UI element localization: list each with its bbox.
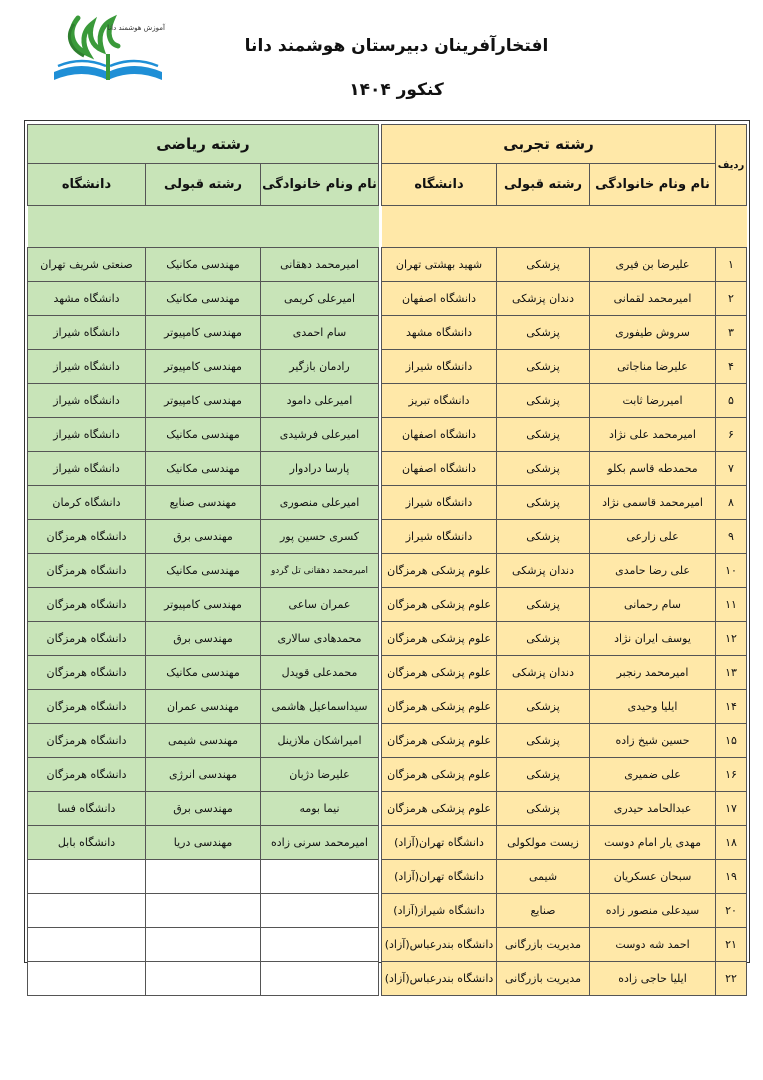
university: دانشگاه شیراز(آزاد) <box>382 894 497 928</box>
row-number: ۲۱ <box>716 928 747 962</box>
student-name: علیرضا مناجاتی <box>590 350 716 384</box>
student-name: امیرعلی دامود <box>261 384 379 418</box>
accepted-major: مهندسی دریا <box>146 826 261 860</box>
student-name: علیرضا بن فیری <box>590 248 716 282</box>
accepted-major: پزشکی <box>497 248 590 282</box>
table-row <box>28 588 379 622</box>
table-row <box>28 486 379 520</box>
student-name: محمدعلی قویدل <box>261 656 379 690</box>
row-number: ۱ <box>716 248 747 282</box>
table-row <box>382 384 747 418</box>
university: دانشگاه شیراز <box>28 316 146 350</box>
table-row <box>382 894 747 928</box>
university: دانشگاه هرمزگان <box>28 758 146 792</box>
empty-cell <box>28 894 146 928</box>
row-number: ۱۰ <box>716 554 747 588</box>
row-number: ۲ <box>716 282 747 316</box>
table-row <box>28 690 379 724</box>
empty-cell <box>261 928 379 962</box>
student-name: امیرمحمد سرنی زاده <box>261 826 379 860</box>
row-number: ۳ <box>716 316 747 350</box>
empty-cell <box>28 928 146 962</box>
university: دانشگاه اصفهان <box>382 452 497 486</box>
university: علوم پزشکی هرمزگان <box>382 758 497 792</box>
student-name: سام رحمانی <box>590 588 716 622</box>
accepted-major: پزشکی <box>497 758 590 792</box>
row-number: ۸ <box>716 486 747 520</box>
row-number: ۱۳ <box>716 656 747 690</box>
student-name: امیرعلی کریمی <box>261 282 379 316</box>
accepted-major: پزشکی <box>497 588 590 622</box>
table-row <box>28 520 379 554</box>
student-name: سام احمدی <box>261 316 379 350</box>
table-row <box>28 894 379 928</box>
accepted-major: دندان پزشکی <box>497 656 590 690</box>
row-number-header: ردیف <box>716 125 747 206</box>
student-name: امیرمحمد دهقانی <box>261 248 379 282</box>
student-name: سیدعلی منصور زاده <box>590 894 716 928</box>
row-number: ۱۹ <box>716 860 747 894</box>
table-row <box>28 418 379 452</box>
empty-cell <box>261 894 379 928</box>
col-header-name: نام ونام خانوادگی <box>590 164 716 206</box>
empty-cell <box>146 928 261 962</box>
math-table <box>27 124 379 996</box>
university: علوم پزشکی هرمزگان <box>382 656 497 690</box>
accepted-major: مهندسی شیمی <box>146 724 261 758</box>
empty-cell <box>28 860 146 894</box>
table-row <box>28 758 379 792</box>
row-number: ۹ <box>716 520 747 554</box>
university: دانشگاه شیراز <box>28 418 146 452</box>
col-header-major: رشته قبولی <box>497 164 590 206</box>
student-name: امیرمحمد قاسمی نژاد <box>590 486 716 520</box>
accepted-major: مدیریت بازرگانی <box>497 928 590 962</box>
table-row <box>28 656 379 690</box>
student-name: امیراشکان ملازینل <box>261 724 379 758</box>
university: علوم پزشکی هرمزگان <box>382 588 497 622</box>
table-row <box>382 486 747 520</box>
table-row <box>382 520 747 554</box>
student-name: علی رضا حامدی <box>590 554 716 588</box>
student-name: مهدی یار امام دوست <box>590 826 716 860</box>
student-name: امیررضا ثابت <box>590 384 716 418</box>
col-header-university: دانشگاه <box>382 164 497 206</box>
accepted-major: دندان پزشکی <box>497 282 590 316</box>
university: دانشگاه مشهد <box>28 282 146 316</box>
accepted-major: مدیریت بازرگانی <box>497 962 590 996</box>
table-row <box>382 860 747 894</box>
table-row <box>28 282 379 316</box>
student-name: امیرمحمد دهقانی تل گردو <box>261 554 379 588</box>
table-row <box>382 656 747 690</box>
student-name: کسری حسین پور <box>261 520 379 554</box>
row-number: ۶ <box>716 418 747 452</box>
accepted-major: مهندسی کامپیوتر <box>146 588 261 622</box>
student-name: عمران ساعی <box>261 588 379 622</box>
accepted-major: پزشکی <box>497 622 590 656</box>
table-row <box>28 860 379 894</box>
table-row <box>28 316 379 350</box>
table-row <box>28 384 379 418</box>
table-row <box>28 792 379 826</box>
university: دانشگاه هرمزگان <box>28 554 146 588</box>
student-name: عبدالحامد حیدری <box>590 792 716 826</box>
accepted-major: پزشکی <box>497 316 590 350</box>
col-header-major: رشته قبولی <box>146 164 261 206</box>
row-number: ۱۶ <box>716 758 747 792</box>
row-number: ۵ <box>716 384 747 418</box>
row-number: ۱۲ <box>716 622 747 656</box>
university: دانشگاه فسا <box>28 792 146 826</box>
student-name: رادمان بازگیر <box>261 350 379 384</box>
empty-cell <box>146 962 261 996</box>
experimental-section-title: رشته تجربی <box>382 125 716 164</box>
student-name: سیداسماعیل هاشمی <box>261 690 379 724</box>
table-row <box>28 350 379 384</box>
student-name: محمدهادی سالاری <box>261 622 379 656</box>
university: دانشگاه تهران(آزاد) <box>382 826 497 860</box>
table-row <box>382 724 747 758</box>
table-row <box>28 452 379 486</box>
university: دانشگاه هرمزگان <box>28 724 146 758</box>
accepted-major: پزشکی <box>497 452 590 486</box>
table-row <box>382 282 747 316</box>
table-row <box>28 928 379 962</box>
table-row <box>28 962 379 996</box>
student-name: سروش طیفوری <box>590 316 716 350</box>
empty-cell <box>261 860 379 894</box>
table-row <box>28 724 379 758</box>
accepted-major: پزشکی <box>497 350 590 384</box>
university: دانشگاه شیراز <box>28 350 146 384</box>
university: دانشگاه شیراز <box>382 486 497 520</box>
table-row <box>382 792 747 826</box>
university: دانشگاه هرمزگان <box>28 520 146 554</box>
student-name: محمدطه قاسم بکلو <box>590 452 716 486</box>
row-number: ۱۸ <box>716 826 747 860</box>
university: دانشگاه اصفهان <box>382 282 497 316</box>
accepted-major: مهندسی مکانیک <box>146 418 261 452</box>
accepted-major: پزشکی <box>497 418 590 452</box>
university: دانشگاه شیراز <box>382 520 497 554</box>
accepted-major: مهندسی صنایع <box>146 486 261 520</box>
student-name: امیرمحمد رنجبر <box>590 656 716 690</box>
university: دانشگاه تهران(آزاد) <box>382 860 497 894</box>
student-name: ایلیا وحیدی <box>590 690 716 724</box>
table-row <box>382 418 747 452</box>
logo-text: آموزش هوشمند دانا <box>107 24 165 32</box>
accepted-major: شیمی <box>497 860 590 894</box>
row-number: ۱۱ <box>716 588 747 622</box>
university: دانشگاه بندرعباس(آزاد) <box>382 928 497 962</box>
university: علوم پزشکی هرمزگان <box>382 554 497 588</box>
accepted-major: پزشکی <box>497 384 590 418</box>
table-row <box>382 248 747 282</box>
table-row <box>28 622 379 656</box>
table-row <box>382 928 747 962</box>
university: دانشگاه مشهد <box>382 316 497 350</box>
row-number: ۱۴ <box>716 690 747 724</box>
empty-cell <box>28 962 146 996</box>
university: شهید بهشتی تهران <box>382 248 497 282</box>
student-name: نیما بومه <box>261 792 379 826</box>
accepted-major: دندان پزشکی <box>497 554 590 588</box>
student-name: امیرعلی فرشیدی <box>261 418 379 452</box>
table-row <box>382 826 747 860</box>
university: دانشگاه بندرعباس(آزاد) <box>382 962 497 996</box>
university: دانشگاه هرمزگان <box>28 656 146 690</box>
table-row <box>382 690 747 724</box>
student-name: احمد شه دوست <box>590 928 716 962</box>
university: علوم پزشکی هرمزگان <box>382 724 497 758</box>
university: دانشگاه شیراز <box>28 384 146 418</box>
table-row <box>382 554 747 588</box>
university: علوم پزشکی هرمزگان <box>382 622 497 656</box>
university: علوم پزشکی هرمزگان <box>382 690 497 724</box>
accepted-major: مهندسی انرژی <box>146 758 261 792</box>
student-name: سبحان عسکریان <box>590 860 716 894</box>
table-row <box>382 588 747 622</box>
university: دانشگاه هرمزگان <box>28 588 146 622</box>
page-subtitle: کنکور ۱۴۰۴ <box>349 80 444 100</box>
accepted-major: مهندسی کامپیوتر <box>146 384 261 418</box>
empty-cell <box>146 860 261 894</box>
accepted-major: مهندسی مکانیک <box>146 248 261 282</box>
row-number: ۱۵ <box>716 724 747 758</box>
table-row <box>382 350 747 384</box>
student-name: ایلیا حاجی زاده <box>590 962 716 996</box>
accepted-major: مهندسی کامپیوتر <box>146 316 261 350</box>
accepted-major: پزشکی <box>497 486 590 520</box>
student-name: امیرمحمد علی نژاد <box>590 418 716 452</box>
university: علوم پزشکی هرمزگان <box>382 792 497 826</box>
accepted-major: مهندسی عمران <box>146 690 261 724</box>
student-name: علی ضمیری <box>590 758 716 792</box>
student-name: یوسف ایران نژاد <box>590 622 716 656</box>
accepted-major: مهندسی برق <box>146 792 261 826</box>
student-name: پارسا درادوار <box>261 452 379 486</box>
col-header-university: دانشگاه <box>28 164 146 206</box>
accepted-major: مهندسی مکانیک <box>146 282 261 316</box>
table-row <box>28 826 379 860</box>
page-title: افتخارآفرینان دبیرستان هوشمند دانا <box>244 36 549 56</box>
row-number: ۲۰ <box>716 894 747 928</box>
university: دانشگاه اصفهان <box>382 418 497 452</box>
math-section-title: رشته ریاضی <box>28 125 379 164</box>
accepted-major: صنایع <box>497 894 590 928</box>
row-number: ۱۷ <box>716 792 747 826</box>
accepted-major: پزشکی <box>497 690 590 724</box>
student-name: امیرعلی منصوری <box>261 486 379 520</box>
row-number: ۷ <box>716 452 747 486</box>
experimental-table <box>381 124 747 996</box>
table-row <box>382 758 747 792</box>
student-name: علی زارعی <box>590 520 716 554</box>
accepted-major: مهندسی برق <box>146 622 261 656</box>
table-row <box>382 622 747 656</box>
university: دانشگاه بابل <box>28 826 146 860</box>
accepted-major: پزشکی <box>497 792 590 826</box>
accepted-major: پزشکی <box>497 520 590 554</box>
row-number: ۲۲ <box>716 962 747 996</box>
accepted-major: مهندسی مکانیک <box>146 554 261 588</box>
accepted-major: مهندسی کامپیوتر <box>146 350 261 384</box>
table-row <box>28 248 379 282</box>
empty-cell <box>146 894 261 928</box>
accepted-major: پزشکی <box>497 724 590 758</box>
accepted-major: مهندسی مکانیک <box>146 656 261 690</box>
row-number: ۴ <box>716 350 747 384</box>
empty-cell <box>261 962 379 996</box>
table-row <box>382 452 747 486</box>
table-row <box>382 316 747 350</box>
university: دانشگاه کرمان <box>28 486 146 520</box>
university: دانشگاه هرمزگان <box>28 622 146 656</box>
university: دانشگاه شیراز <box>382 350 497 384</box>
col-header-name: نام ونام خانوادگی <box>261 164 379 206</box>
accepted-major: مهندسی برق <box>146 520 261 554</box>
student-name: علیرضا دژبان <box>261 758 379 792</box>
university: دانشگاه شیراز <box>28 452 146 486</box>
student-name: حسین شیخ زاده <box>590 724 716 758</box>
accepted-major: مهندسی مکانیک <box>146 452 261 486</box>
student-name: امیرمحمد لقمانی <box>590 282 716 316</box>
accepted-major: زیست مولکولی <box>497 826 590 860</box>
university: دانشگاه هرمزگان <box>28 690 146 724</box>
table-row <box>382 962 747 996</box>
university: صنعتی شریف تهران <box>28 248 146 282</box>
table-row <box>28 554 379 588</box>
university: دانشگاه تبریز <box>382 384 497 418</box>
